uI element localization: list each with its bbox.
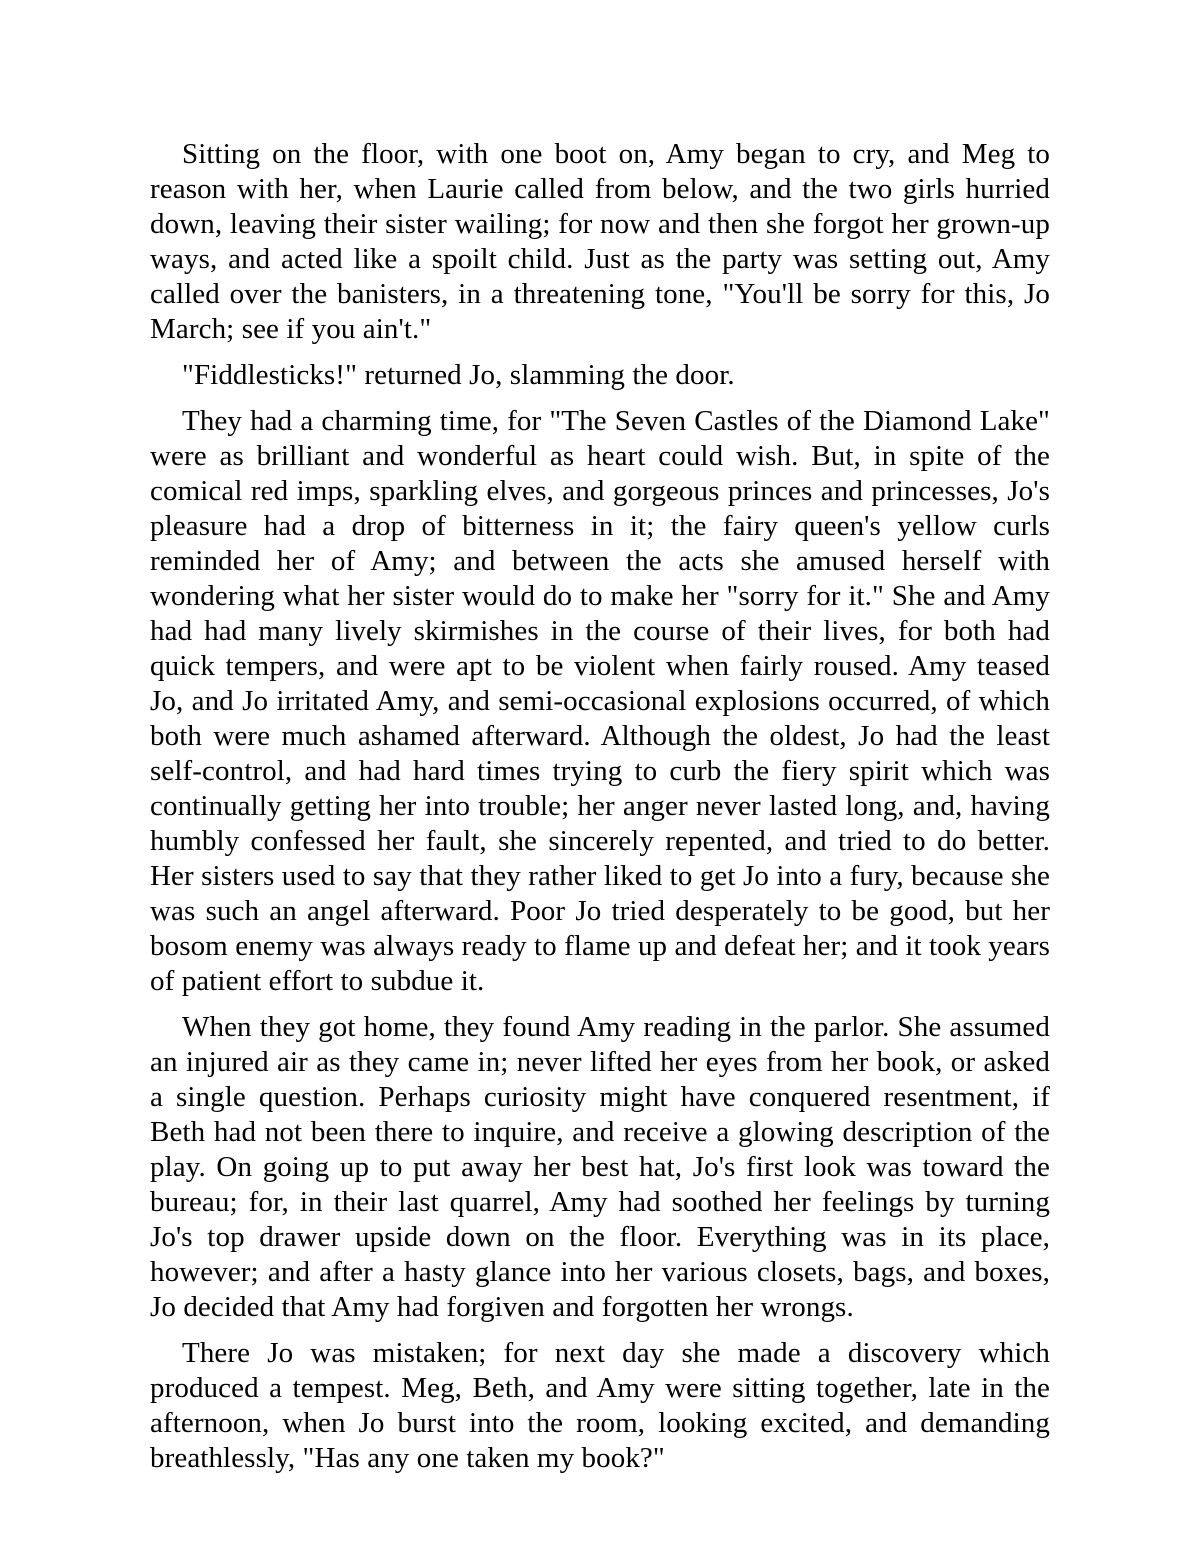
paragraph: They had a charming time, for "The Seven Castles of the Diamond Lake" were as brilliant and wonderful as heart could wish. But, in spite of the comical red imps, sparkling elves, and gorgeous princes and princesses, Jo's pleasure had a drop of bitterness in it; the fairy queen's yellow curls reminded her of Amy; and between the acts she amused herself with wondering what her sister would do to make her "sorry for it." She and Amy had had many lively skirmishes in the course of their lives, for both had quick tempers, and were apt to be violent when fairly roused. Amy teased Jo, and Jo irritated Amy, and semi-occasional explosions occurred, of which both were much ashamed afterward. Although the oldest, Jo had the least self-control, and had hard times trying to curb the fiery spirit which was continually getting her into trouble; her anger never lasted long, and, having humbly confessed her fault, she sincerely repented, and tried to do better. Her sisters used to say that they rather liked to get Jo into a fury, because she was such an angel afterward. Poor Jo tried desperately to be good, but her bosom enemy was always ready to flame up and defeat her; and it took years of patient effort to subdue it.	[150, 405, 1050, 997]
paragraph: There Jo was mistaken; for next day she made a discovery which produced a tempest. Meg, Beth, and Amy were sitting together, late in the afternoon, when Jo burst into the room, looking excited, and demanding breathlessly, "Has any one taken my book?"	[150, 1337, 1050, 1474]
paragraph: "Fiddlesticks!" returned Jo, slamming the door.	[182, 359, 735, 391]
paragraph: Sitting on the floor, with one boot on, Amy began to cry, and Meg to reason with her, when Laurie called from below, and the two girls hurried down, leaving their sister wailing; for now and then she forgot her grown-up ways, and acted like a spoilt child. Just as the party was setting out, Amy called over the banisters, in a threatening tone, "You'll be sorry for this, Jo March; see if you ain't."	[150, 138, 1050, 345]
paragraph: When they got home, they found Amy reading in the parlor. She assumed an injured air as they came in; never lifted her eyes from her book, or asked a single question. Perhaps curiosity might have conquered resentment, if Beth had not been there to inquire, and receive a glowing description of the play. On going up to put away her best hat, Jo's first look was toward the bureau; for, in their last quarrel, Amy had soothed her feelings by turning Jo's top drawer upside down on the floor. Everything was in its place, however; and after a hasty glance into her various closets, bags, and boxes, Jo decided that Amy had forgiven and forgotten her wrongs.	[150, 1011, 1050, 1323]
